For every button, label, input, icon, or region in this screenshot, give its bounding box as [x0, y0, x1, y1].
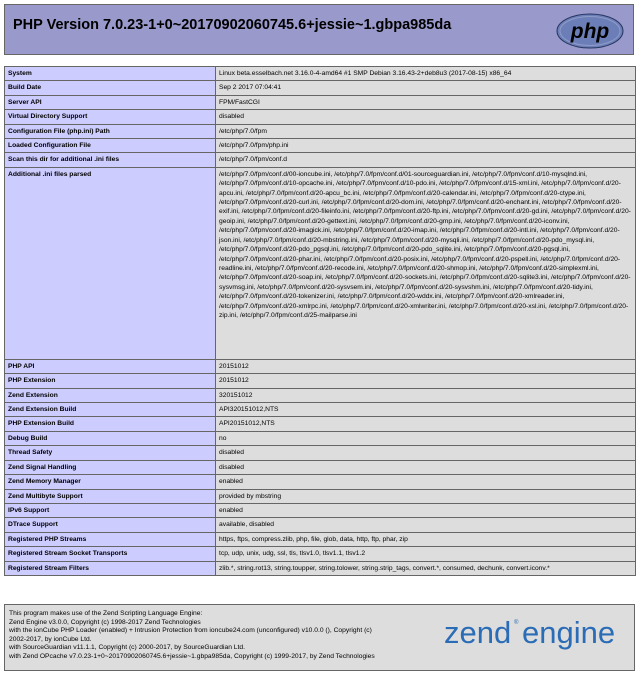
directive-value: https, ftps, compress.zlib, php, file, glob, data, http, ftp, phar, zip — [216, 532, 636, 546]
directive-label: Loaded Configuration File — [5, 139, 216, 153]
credits-line: This program makes use of the Zend Scripting Language Engine: — [9, 610, 203, 617]
table-row — [5, 403, 636, 417]
credits-line: with the ionCube PHP Loader (enabled) + Intrusion Protection from ioncube24.com (unconfigured) v10.0.0 (), Copyright (c) — [9, 627, 372, 635]
table-row — [5, 67, 636, 81]
credits-text — [9, 610, 464, 662]
directive-label: IPv6 Support — [5, 503, 216, 517]
directive-label: Registered Stream Filters — [5, 561, 216, 575]
directive-label: Configuration File (php.ini) Path — [5, 124, 216, 138]
directive-label: Zend Extension Build — [5, 403, 216, 417]
directive-label: Zend Memory Manager — [5, 475, 216, 489]
table-row — [5, 417, 636, 431]
info-table — [4, 66, 636, 576]
table-row — [5, 139, 636, 153]
zend-logo-text: zend — [444, 615, 512, 650]
table-row — [5, 431, 636, 445]
directive-value: /etc/php/7.0/fpm — [216, 124, 636, 138]
directive-label: PHP Extension — [5, 374, 216, 388]
directive-label: Registered PHP Streams — [5, 532, 216, 546]
directive-value: Linux beta.esselbach.net 3.16.0-4-amd64 #1 SMP Debian 3.16.43-2+deb8u3 (2017-08-15) x86_64 — [216, 67, 636, 81]
directive-value: disabled — [216, 460, 636, 474]
directive-label: Registered Stream Socket Transports — [5, 547, 216, 561]
directive-value: provided by mbstring — [216, 489, 636, 503]
directive-value: zlib.*, string.rot13, string.toupper, string.tolower, string.strip_tags, convert.*, consumed, dechunk, convert.iconv.* — [216, 561, 636, 575]
table-row — [5, 446, 636, 460]
table-row — [5, 110, 636, 124]
table-row — [5, 503, 636, 517]
directive-value: enabled — [216, 475, 636, 489]
directive-label: Server API — [5, 95, 216, 109]
table-row — [5, 124, 636, 138]
registered-mark-icon: ® — [514, 620, 519, 626]
directive-label: Additional .ini files parsed — [5, 167, 216, 359]
table-row — [5, 95, 636, 109]
credits-line: Zend Engine v3.0.0, Copyright (c) 1998-2017 Zend Technologies — [9, 618, 201, 626]
table-row — [5, 547, 636, 561]
table-row — [5, 561, 636, 575]
directive-label: DTrace Support — [5, 518, 216, 532]
php-logo[interactable] — [556, 13, 624, 49]
directive-value: FPM/FastCGI — [216, 95, 636, 109]
directive-value: API20151012,NTS — [216, 417, 636, 431]
table-row — [5, 475, 636, 489]
table-row — [5, 167, 636, 359]
directive-value: /etc/php/7.0/fpm/conf.d/00-ioncube.ini, /etc/php/7.0/fpm/conf.d/01-sourceguardian.ini, /etc/php/7.0/fpm/conf.d/10-mysqlnd.ini, /etc/php/7.0/fpm/conf.d/10-opcache.ini, /etc/php/7.0/fpm/conf.d/10-pdo.ini, /etc/php/7.0/fpm/conf.d/15-xml.ini, /etc/php/7.0/fpm/conf.d/20-apcu.ini, /etc/php/7.0/fpm/conf.d/20-apcu_bc.ini, /etc/php/7.0/fpm/conf.d/20-calendar.ini, /etc/php/7.0/fpm/conf.d/20-ctype.ini, /etc/php/7.0/fpm/conf.d/20-curl.ini, /etc/php/7.0/fpm/conf.d/20-dom.ini, /etc/php/7.0/fpm/conf.d/20-enchant.ini, /etc/php/7.0/fpm/conf.d/20-exif.ini, /etc/php/7.0/fpm/conf.d/20-fileinfo.ini, /etc/php/7.0/fpm/conf.d/20-ftp.ini, /etc/php/7.0/fpm/conf.d/20-gd.ini, /etc/php/7.0/fpm/conf.d/20-geoip.ini, /etc/php/7.0/fpm/conf.d/20-gettext.ini, /etc/php/7.0/fpm/conf.d/20-gmp.ini, /etc/php/7.0/fpm/conf.d/20-iconv.ini, /etc/php/7.0/fpm/conf.d/20-imagick.ini, /etc/php/7.0/fpm/conf.d/20-imap.ini, /etc/php/7.0/fpm/conf.d/20-intl.ini, /etc/php/7.0/fpm/conf.d/20-json.ini, /etc/php/7.0/fpm/conf.d/20-mbstring.ini, /etc/php/7.0/fpm/conf.d/20-mysqli.ini, /etc/php/7.0/fpm/conf.d/20-pdo_mysql.ini, /etc/php/7.0/fpm/conf.d/20-pdo_pgsql.ini, /etc/php/7.0/fpm/conf.d/20-pdo_sqlite.ini, /etc/php/7.0/fpm/conf.d/20-pgsql.ini, /etc/php/7.0/fpm/conf.d/20-phar.ini, /etc/php/7.0/fpm/conf.d/20-posix.ini, /etc/php/7.0/fpm/conf.d/20-pspell.ini, /etc/php/7.0/fpm/conf.d/20-readline.ini, /etc/php/7.0/fpm/conf.d/20-recode.ini, /etc/php/7.0/fpm/conf.d/20-shmop.ini, /etc/php/7.0/fpm/conf.d/20-simplexml.ini, /etc/php/7.0/fpm/conf.d/20-soap.ini, /etc/php/7.0/fpm/conf.d/20-sockets.ini, /etc/php/7.0/fpm/conf.d/20-sqlite3.ini, /etc/php/7.0/fpm/conf.d/20-sysvmsg.ini, /etc/php/7.0/fpm/conf.d/20-sysvsem.ini, /etc/php/7.0/fpm/conf.d/20-sysvshm.ini, /etc/php/7.0/fpm/conf.d/20-tidy.ini, /etc/php/7.0/fpm/conf.d/20-tokenizer.ini, /etc/php/7.0/fpm/conf.d/20-wddx.ini, /etc/php/7.0/fpm/conf.d/20-xmlreader.ini, /etc/php/7.0/fpm/conf.d/20-xmlrpc.ini, /etc/php/7.0/fpm/conf.d/20-xmlwriter.ini, /etc/php/7.0/fpm/conf.d/20-xsl.ini, /etc/php/7.0/fpm/conf.d/20-zip.ini, /etc/php/7.0/fpm/conf.d/25-mailparse.ini — [216, 167, 636, 359]
directive-value: 20151012 — [216, 359, 636, 373]
credits-line: with Zend OPcache v7.0.23-1+0~20170902060745.6+jessie~1.gbpa985da, Copyright (c) 1999-2017, by Zend Technologies — [9, 652, 375, 660]
table-row — [5, 532, 636, 546]
directive-value: no — [216, 431, 636, 445]
directive-value: disabled — [216, 446, 636, 460]
table-row — [5, 460, 636, 474]
directive-label: Debug Build — [5, 431, 216, 445]
page-header — [4, 4, 634, 55]
table-row — [5, 489, 636, 503]
directive-value: disabled — [216, 110, 636, 124]
engine-logo-text: engine — [522, 615, 616, 650]
zend-engine-logo[interactable] — [444, 614, 624, 650]
directive-value: enabled — [216, 503, 636, 517]
directive-label: Build Date — [5, 81, 216, 95]
table-row — [5, 388, 636, 402]
table-row — [5, 359, 636, 373]
page-title: PHP Version 7.0.23-1+0~20170902060745.6+jessie~1.gbpa985da — [13, 17, 452, 33]
credits-footer — [4, 604, 635, 671]
table-row — [5, 81, 636, 95]
credits-line: with SourceGuardian v11.1.1, Copyright (c) 2000-2017, by SourceGuardian Ltd. — [9, 644, 245, 652]
directive-value: Sep 2 2017 07:04:41 — [216, 81, 636, 95]
directive-label: PHP API — [5, 359, 216, 373]
directive-value: 20151012 — [216, 374, 636, 388]
directive-label: Zend Multibyte Support — [5, 489, 216, 503]
directive-value: available, disabled — [216, 518, 636, 532]
directive-label: Zend Extension — [5, 388, 216, 402]
directive-label: Virtual Directory Support — [5, 110, 216, 124]
directive-value: API320151012,NTS — [216, 403, 636, 417]
credits-line: 2002-2017, by ionCube Ltd. — [9, 635, 92, 643]
table-row — [5, 374, 636, 388]
directive-value: tcp, udp, unix, udg, ssl, tls, tlsv1.0, tlsv1.1, tlsv1.2 — [216, 547, 636, 561]
table-row — [5, 153, 636, 167]
table-row — [5, 518, 636, 532]
directive-label: System — [5, 67, 216, 81]
directive-label: Scan this dir for additional .ini files — [5, 153, 216, 167]
directive-value: /etc/php/7.0/fpm/php.ini — [216, 139, 636, 153]
php-logo-text: php — [570, 20, 610, 43]
directive-label: PHP Extension Build — [5, 417, 216, 431]
directive-label: Zend Signal Handling — [5, 460, 216, 474]
directive-value: /etc/php/7.0/fpm/conf.d — [216, 153, 636, 167]
directive-label: Thread Safety — [5, 446, 216, 460]
directive-value: 320151012 — [216, 388, 636, 402]
